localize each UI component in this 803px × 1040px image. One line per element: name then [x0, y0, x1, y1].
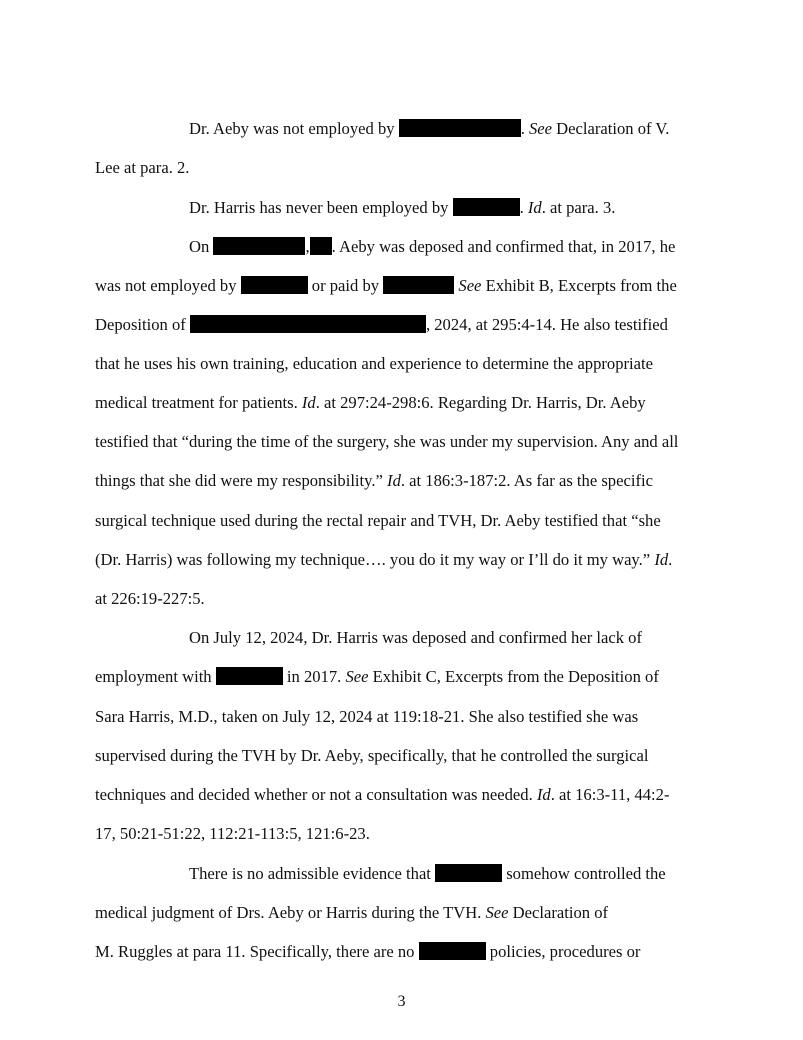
redaction-box [216, 667, 283, 685]
text-line: supervised during the TVH by Dr. Aeby, specifically, that he controlled the surgical [95, 746, 649, 765]
text-line: medical judgment of Drs. Aeby or Harris during the TVH. See Declaration of [95, 903, 609, 922]
text-line: techniques and decided whether or not a consultation was needed. Id. at 16:3-11, 44:2- [95, 785, 670, 804]
text-line: On July 12, 2024, Dr. Harris was deposed and confirmed her lack of [189, 628, 642, 647]
redaction-box [190, 315, 426, 333]
redaction-box [453, 198, 520, 216]
text-line: employment with in 2017. See Exhibit C, Excerpts from the Deposition of [95, 667, 659, 686]
text-line: (Dr. Harris) was following my technique…. you do it my way or I’ll do it my way.” Id. [95, 550, 673, 569]
text-line: M. Ruggles at para 11. Specifically, there are no policies, procedures or [95, 942, 641, 961]
redaction-box [310, 237, 332, 255]
text-line: surgical technique used during the rectal repair and TVH, Dr. Aeby testified that “she [95, 511, 661, 530]
text-line: Lee at para. 2. [95, 158, 190, 177]
text-line: at 226:19-227:5. [95, 589, 205, 608]
text-line: Deposition of , 2024, at 295:4-14. He also testified [95, 315, 668, 334]
page-number: 3 [397, 993, 406, 1010]
text-line: things that she did were my responsibility.” Id. at 186:3-187:2. As far as the specific [95, 471, 653, 490]
redaction-box [213, 237, 305, 255]
text-line: On , . Aeby was deposed and confirmed that, in 2017, he [189, 237, 676, 256]
redaction-box [435, 864, 502, 882]
text-line: Sara Harris, M.D., taken on July 12, 2024 at 119:18-21. She also testified she was [95, 707, 639, 726]
text-line: There is no admissible evidence that somehow controlled the [189, 864, 666, 883]
redaction-box [241, 276, 308, 294]
redaction-box [383, 276, 454, 294]
text-line: that he uses his own training, education and experience to determine the appropriate [95, 354, 653, 373]
text-line: 17, 50:21-51:22, 112:21-113:5, 121:6-23. [95, 824, 370, 843]
text-line: medical treatment for patients. Id. at 297:24-298:6. Regarding Dr. Harris, Dr. Aeby [95, 393, 646, 412]
redaction-box [399, 119, 521, 137]
text-line: Dr. Harris has never been employed by . Id. at para. 3. [189, 198, 616, 217]
text-line: Dr. Aeby was not employed by . See Declaration of V. [189, 119, 670, 138]
redaction-box [419, 942, 486, 960]
text-line: testified that “during the time of the surgery, she was under my supervision. Any and all [95, 432, 679, 451]
text-line: was not employed by or paid by See Exhibit B, Excerpts from the [95, 276, 677, 295]
